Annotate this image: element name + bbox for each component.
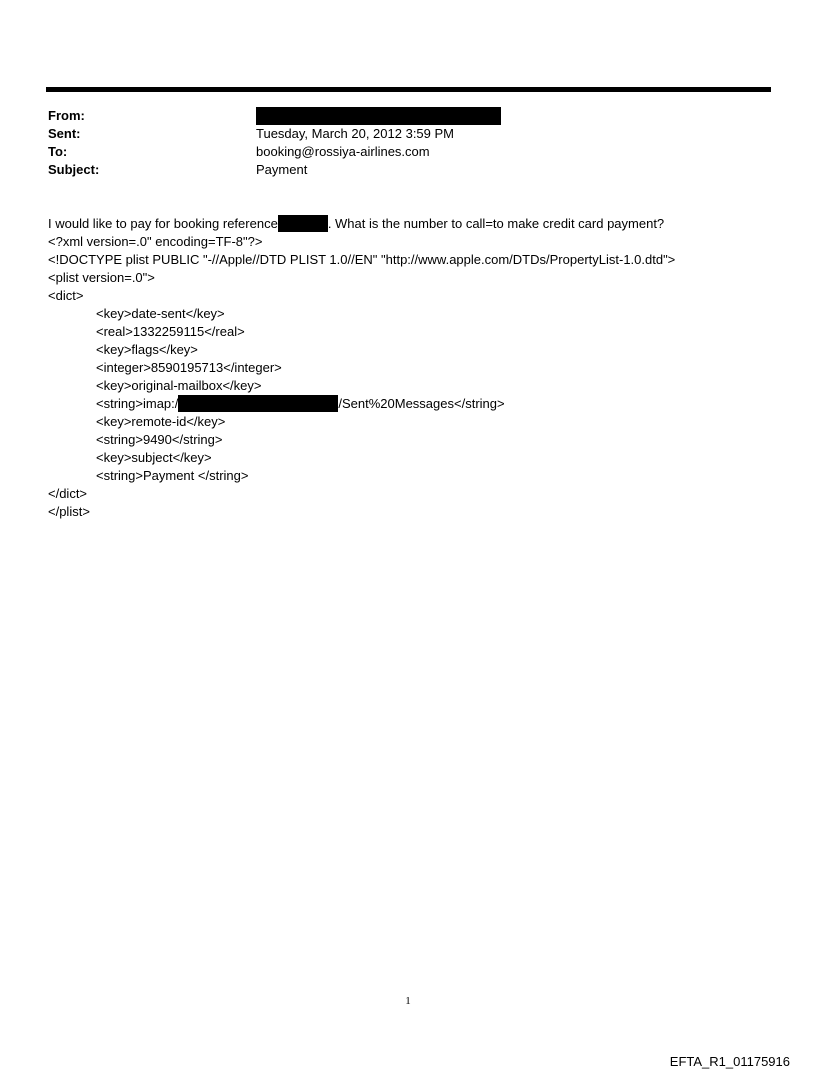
plist-close: </plist> xyxy=(48,504,90,519)
dict-entry: <key>original-mailbox</key> xyxy=(96,378,262,393)
redaction-box xyxy=(278,215,328,232)
to-value: booking@rossiya-airlines.com xyxy=(256,144,430,159)
email-header xyxy=(48,107,748,179)
sent-row xyxy=(48,125,748,143)
xml-declaration: <?xml version=.0" encoding=TF-8"?> xyxy=(48,234,263,249)
dict-close: </dict> xyxy=(48,486,88,501)
dict-entry: <real>1332259115</real> xyxy=(96,324,245,339)
dict-entry: <string>Payment </string> xyxy=(96,468,249,483)
bates-number: EFTA_R1_01175916 xyxy=(669,1054,790,1069)
from-value xyxy=(256,107,501,125)
from-label: From: xyxy=(48,108,85,123)
dict-entry: <key>flags</key> xyxy=(96,342,198,357)
imap-line xyxy=(48,395,788,413)
intro-before: I would like to pay for booking reference xyxy=(48,216,278,231)
dict-entry: <key>remote-id</key> xyxy=(96,414,226,429)
page-number: 1 xyxy=(405,995,411,1007)
sent-value: Tuesday, March 20, 2012 3:59 PM xyxy=(256,126,454,141)
dict-entry: <key>subject</key> xyxy=(96,450,212,465)
to-row xyxy=(48,143,748,161)
intro-line xyxy=(48,215,788,233)
email-body xyxy=(48,215,788,521)
header-rule xyxy=(46,87,771,92)
dict-entry: <key>date-sent</key> xyxy=(96,306,225,321)
subject-value: Payment xyxy=(256,162,308,177)
imap-after: /Sent%20Messages</string> xyxy=(338,396,505,411)
dict-entry: <string>9490</string> xyxy=(96,432,223,447)
subject-row xyxy=(48,161,748,179)
dict-open: <dict> xyxy=(48,288,84,303)
redaction-box xyxy=(256,107,501,125)
subject-label: Subject: xyxy=(48,162,100,177)
redaction-box xyxy=(178,395,338,412)
dict-entry: <integer>8590195713</integer> xyxy=(96,360,282,375)
imap-before: <string>imap:/ xyxy=(96,396,179,411)
doctype-line: <!DOCTYPE plist PUBLIC "-//Apple//DTD PLIST 1.0//EN" "http://www.apple.com/DTDs/PropertyList-1.0.dtd"> xyxy=(48,252,676,267)
plist-open: <plist version=.0"> xyxy=(48,270,155,285)
intro-after: . What is the number to call=to make credit card payment? xyxy=(327,216,665,231)
sent-label: Sent: xyxy=(48,126,81,141)
to-label: To: xyxy=(48,144,68,159)
from-row xyxy=(48,107,748,125)
